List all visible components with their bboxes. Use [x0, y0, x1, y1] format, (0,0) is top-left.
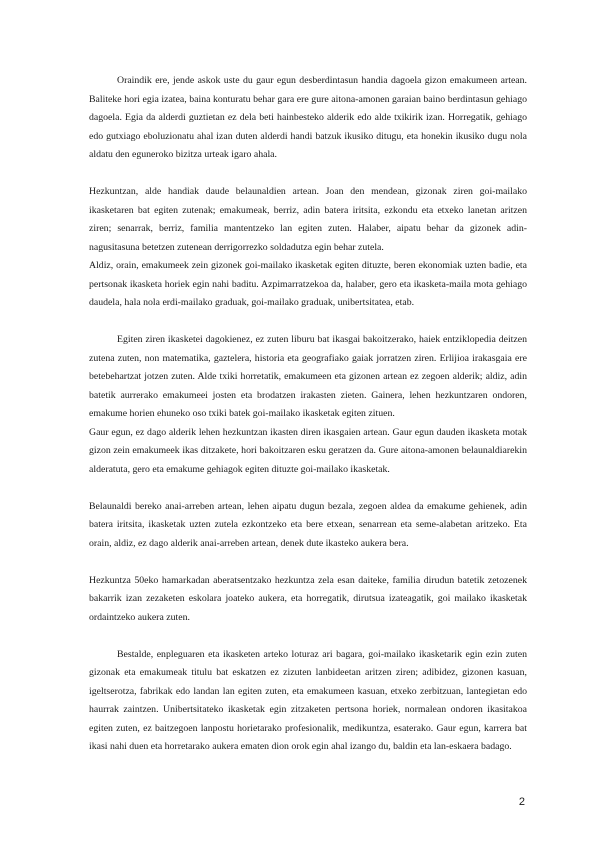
- paragraph-1: Oraindik ere, jende askok uste du gaur egun desberdintasun handia dagoela gizon emakumeen artean. Baliteke hori egia izatea, baina konturatu behar gara ere gure aitona-amonen garaian baino berdintasun gehiago dagoela. Egia da alderdi guztietan ez dela beti hainbesteko alderik edo alde txikirik izan. Horregatik, gehiago edo gutxiago eboluzionatu ahal izan duten alderdi handi batzuk ikusiko ditugu, eta honekin ikusiko dugu nola aldatu den eguneroko bizitza urteak igaro ahala.: [89, 75, 527, 160]
- paragraph-2: Hezkuntzan, alde handiak daude belaunaldien artean. Joan den mendean, gizonak ziren goi-mailako ikasketaren bat egiten zutenak; emakumeak, berriz, adin batera iritsita, ezkondu eta etxeko lanetan aritzen ziren; senarrak, berriz, familia mantentzeko lan egiten zuten. Halaber, aipatu behar da gizonek adin-nagusitasuna betetzen zutenean derrigorrezko soldadutza egin behar zutela.: [89, 186, 527, 253]
- page-number: 2: [518, 796, 525, 808]
- paragraph-7: Hezkuntza 50eko hamarkadan aberatsentzako hezkuntza zela esan daiteke, familia dirudun batetik zetozenek bakarrik izan zezaketen eskolara joateko aukera, eta horregatik, dirutsua izateagatik, goi mailako ikasketak ordaintzeko aukera zuten.: [89, 574, 527, 623]
- paragraph-4: Egiten ziren ikasketei dagokienez, ez zuten liburu bat ikasgai bakoitzerako, haiek entziklopedia deitzen zutena zuten, non matematika, gaztelera, historia eta geografiako gaiak jorratzen ziren. Erlijioa irakasgaia ere betebehartzat jotzen zuten. Alde txiki horretatik, emakumeen eta gizonen artean ez zegoen alderik; aldiz, adin batetik aurrerako emakumeei josten eta brodatzen irakasten zieten. Gainera, lehen hezkuntzaren ondoren, emakume horien ehuneko oso txiki batek goi-mailako ikasketak egiten zituen.: [89, 334, 527, 419]
- paragraph-5: Gaur egun, ez dago alderik lehen hezkuntzan ikasten diren ikasgaien artean. Gaur egun dauden ikasketa motak gizon zein emakumeek ikas ditzakete, hori bakoitzaren esku geratzen da. Gure aitona-amonen belaunaldiarekin alderatuta, gero eta emakume gehiagok egiten dituzte goi-mailako ikasketak.: [89, 426, 527, 475]
- paragraph-8: Bestalde, enpleguaren eta ikasketen arteko loturaz ari bagara, goi-mailako ikasketarik egin ezin zuten gizonak eta emakumeak titulu bat eskatzen ez zizuten lanbideetan aritzen ziren; adibidez, gizonen kasuan, igeltserotza, fabrikak edo landan lan egiten zuten, eta emakumeen kasuan, etxeko zerbitzuan, lantegietan edo haurrak zaintzen. Unibertsitateko ikasketak egin zitzaketen pertsona horiek, normalean ondoren ikasitakoa egiten zuten, ez baitzegoen lanpostu horietarako profesionalik, medikuntza, esaterako. Gaur egun, karrera bat ikasi nahi duen eta horretarako aukera ematen dion orok egin ahal izango du, baldin eta lan-eskaera badago.: [89, 648, 527, 752]
- page-body: [89, 72, 527, 757]
- paragraph-3: Aldiz, orain, emakumeek zein gizonek goi-mailako ikasketak egiten dituzte, beren ekonomiak uzten badie, eta pertsonak ikasketa horiek egin nahi baditu. Azpimarratzekoa da, halaber, gero eta ikasketa-maila mota gehiago daudela, hala nola erdi-mailako graduak, goi-mailako graduak, unibertsitatea, etab.: [89, 260, 527, 308]
- paragraph-6: Belaunaldi bereko anai-arreben artean, lehen aipatu dugun bezala, zegoen aldea da emakume gehienek, adin batera iritsita, ikasketak uzten zutela ezkontzeko eta bere etxean, senarrean eta seme-alabetan aritzeko. Eta orain, aldiz, ez dago alderik anai-arreben artean, denek dute ikasteko aukera bera.: [89, 500, 527, 549]
